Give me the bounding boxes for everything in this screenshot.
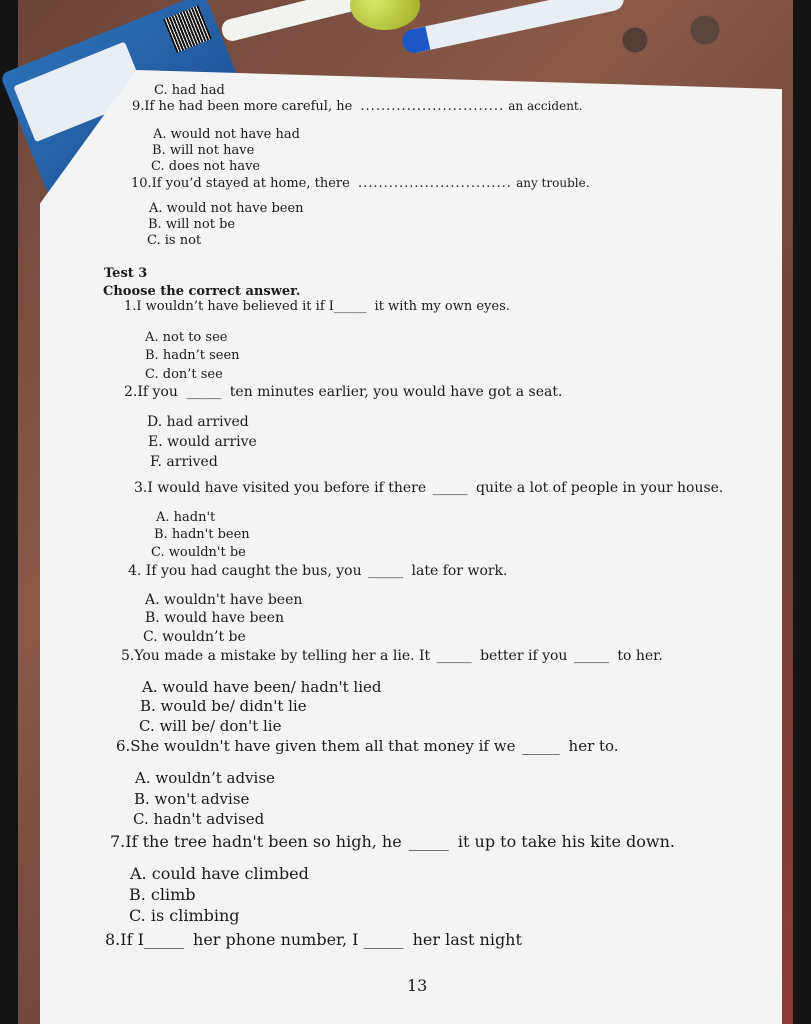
q10-stem: 10.If you’d stayed at home, there: [131, 176, 350, 191]
q8-blank-1: _____: [143, 930, 184, 949]
test3-instruction: Choose the correct answer.: [103, 284, 301, 299]
q5-tail: to her.: [617, 648, 663, 664]
test3-heading: Test 3: [104, 266, 148, 281]
q7-option-a: A. could have climbed: [130, 864, 309, 883]
q1-option-c: C. don’t see: [145, 367, 223, 382]
q7-option-b: B. climb: [129, 885, 196, 904]
q5-option-a: A. would have been/ hadn't lied: [142, 678, 382, 696]
q8-stem: 8.If I: [105, 930, 144, 949]
question-5: [121, 649, 663, 663]
q10-option-c: C. is not: [147, 233, 202, 248]
q1-stem: 1.I wouldn’t have believed it if I: [124, 299, 334, 314]
q9-blank: ............................: [360, 99, 505, 114]
q8-mid: her phone number, I: [193, 930, 359, 949]
q4-blank: _____: [368, 563, 404, 579]
q1-blank: _____: [333, 299, 367, 314]
q1-tail: it with my own eyes.: [374, 299, 510, 314]
q5-option-b: B. would be/ didn't lie: [140, 697, 307, 715]
q5-stem: 5.You made a mistake by telling her a lie. It: [121, 648, 431, 664]
q9-stem: 9.If he had been more careful, he: [132, 99, 353, 114]
question-1: [124, 300, 510, 313]
q4-option-c: C. wouldn’t be: [143, 629, 246, 645]
q5-blank-2: _____: [573, 648, 609, 664]
q6-tail: her to.: [568, 737, 619, 755]
q1-option-a: A. not to see: [145, 330, 228, 345]
q3-stem: 3.I would have visited you before if there: [134, 480, 427, 496]
q2-blank: _____: [186, 384, 222, 400]
q4-option-a: A. wouldn't have been: [145, 592, 303, 608]
q9-option-b: B. will not have: [152, 143, 255, 158]
q3-tail: quite a lot of people in your house.: [476, 480, 724, 496]
q2-option-f: F. arrived: [150, 454, 218, 470]
question-9: [132, 100, 583, 113]
q7-blank: _____: [408, 832, 449, 851]
q8-blank-2: _____: [363, 930, 404, 949]
q4-tail: late for work.: [411, 563, 508, 579]
q5-option-c: C. will be/ don't lie: [139, 717, 282, 735]
q2-option-e: E. would arrive: [148, 434, 257, 450]
q6-blank: _____: [522, 737, 560, 755]
q3-blank: _____: [432, 480, 468, 496]
question-7: [110, 834, 675, 850]
q4-stem: 4. If you had caught the bus, you: [128, 563, 362, 579]
barcode: [163, 5, 212, 53]
q8-option-c: C. had had: [154, 83, 225, 98]
q5-blank-1: _____: [436, 648, 472, 664]
page-number: 13: [407, 976, 428, 995]
q4-option-b: B. would have been: [145, 610, 285, 626]
q6-option-b: B. won't advise: [134, 790, 250, 808]
question-8: [105, 932, 522, 948]
question-3: [134, 481, 723, 495]
q10-option-b: B. will not be: [148, 217, 236, 232]
q8-tail: her last night: [412, 930, 522, 949]
q9-option-c: C. does not have: [151, 159, 261, 174]
q2-stem: 2.If you: [124, 384, 178, 400]
q6-stem: 6.She wouldn't have given them all that money if we: [116, 737, 516, 755]
question-6: [116, 739, 619, 754]
q9-option-a: A. would not have had: [153, 127, 300, 142]
q2-tail: ten minutes earlier, you would have got a seat.: [229, 384, 563, 400]
question-10: [131, 177, 590, 190]
q1-option-b: B. hadn’t seen: [145, 348, 240, 363]
q6-option-c: C. hadn't advised: [133, 810, 265, 828]
q7-option-c: C. is climbing: [129, 906, 240, 925]
q10-tail: any trouble.: [516, 176, 590, 190]
q10-option-a: A. would not have been: [149, 201, 304, 216]
q2-option-d: D. had arrived: [147, 414, 249, 430]
q7-stem: 7.If the tree hadn't been so high, he: [110, 832, 402, 851]
q3-option-a: A. hadn't: [156, 510, 216, 525]
question-2: [124, 385, 562, 399]
q7-tail: it up to take his kite down.: [457, 832, 675, 851]
q9-tail: an accident.: [508, 99, 583, 113]
q5-mid: better if you: [480, 648, 568, 664]
q6-option-a: A. wouldn’t advise: [135, 769, 275, 787]
q3-option-c: C. wouldn't be: [151, 545, 246, 560]
question-4: [128, 564, 508, 578]
q10-blank: ..............................: [357, 176, 512, 191]
q3-option-b: B. hadn't been: [154, 527, 250, 542]
